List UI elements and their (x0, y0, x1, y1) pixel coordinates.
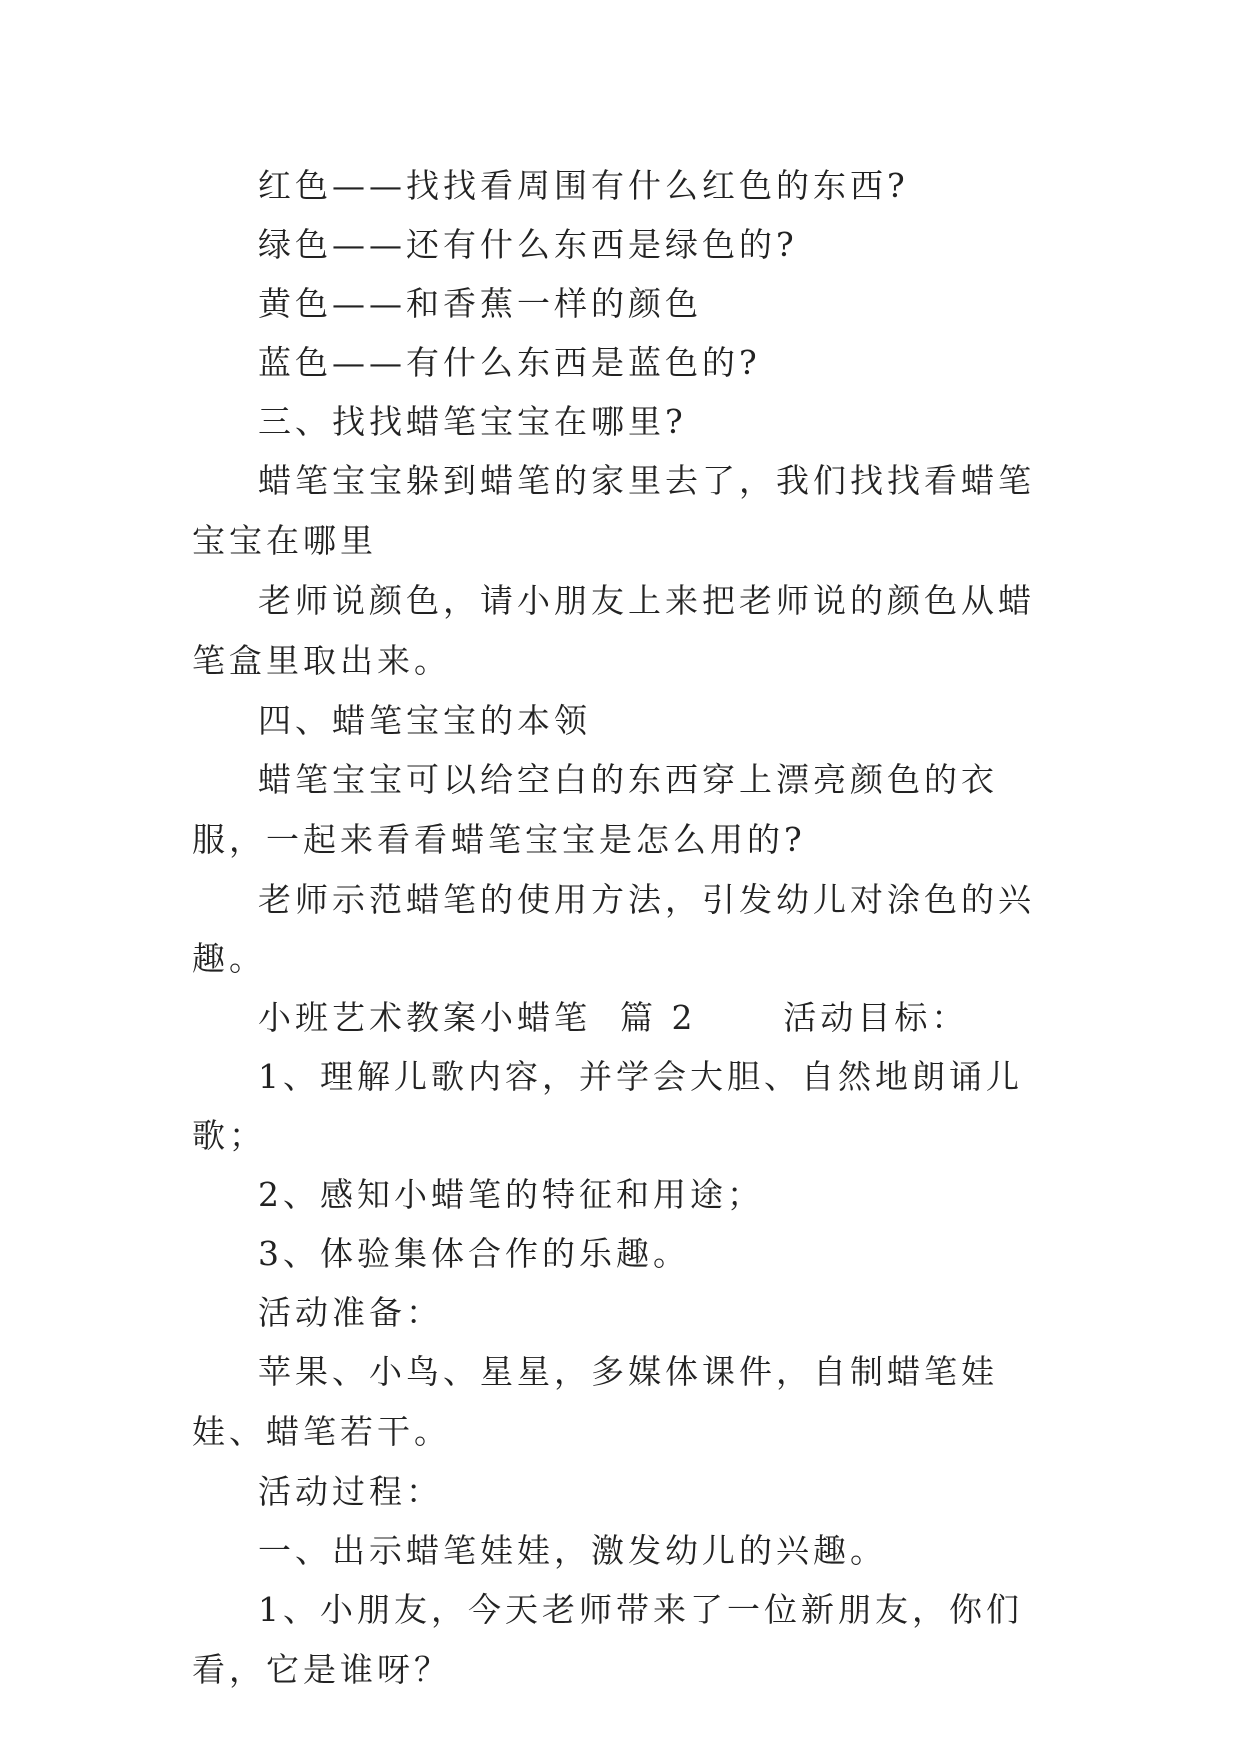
paragraph: 老师示范蜡笔的使用方法，引发幼儿对涂色的兴趣。 (192, 880, 1035, 978)
paragraph: 蜡笔宝宝可以给空白的东西穿上漂亮颜色的衣服，一起来看看蜡笔宝宝是怎么用的? (192, 760, 998, 859)
paragraph: 绿色——还有什么东西是绿色的? (258, 225, 798, 264)
paragraph: 黄色——和香蕉一样的颜色 (258, 284, 702, 323)
paragraph: 苹果、小鸟、星星，多媒体课件，自制蜡笔娃娃、蜡笔若干。 (192, 1352, 998, 1451)
paragraph: 老师说颜色，请小朋友上来把老师说的颜色从蜡笔盒里取出来。 (192, 581, 1035, 680)
list-item: 3、体验集体合作的乐趣。 (258, 1234, 690, 1273)
paragraph: 蜡笔宝宝躲到蜡笔的家里去了，我们找找看蜡笔宝宝在哪里 (192, 461, 1035, 560)
section-heading: 活动准备： (258, 1293, 443, 1332)
section-heading: 一、出示蜡笔娃娃，激发幼儿的兴趣。 (258, 1531, 887, 1570)
section-heading: 活动过程： (258, 1472, 443, 1511)
paragraph: 红色——找找看周围有什么红色的东西? (258, 166, 909, 205)
article-title: 小班艺术教案小蜡笔 篇 2 活动目标： (258, 998, 969, 1037)
paragraph: 1、小朋友，今天老师带来了一位新朋友，你们看，它是谁呀？ (192, 1590, 1023, 1689)
section-heading: 四、蜡笔宝宝的本领 (258, 701, 591, 740)
list-item: 1、理解儿歌内容，并学会大胆、自然地朗诵儿歌； (192, 1057, 1023, 1155)
document-body (192, 156, 1048, 1700)
paragraph: 蓝色——有什么东西是蓝色的? (258, 343, 761, 382)
section-heading: 三、找找蜡笔宝宝在哪里? (258, 402, 687, 441)
list-item: 2、感知小蜡笔的特征和用途； (258, 1175, 764, 1214)
